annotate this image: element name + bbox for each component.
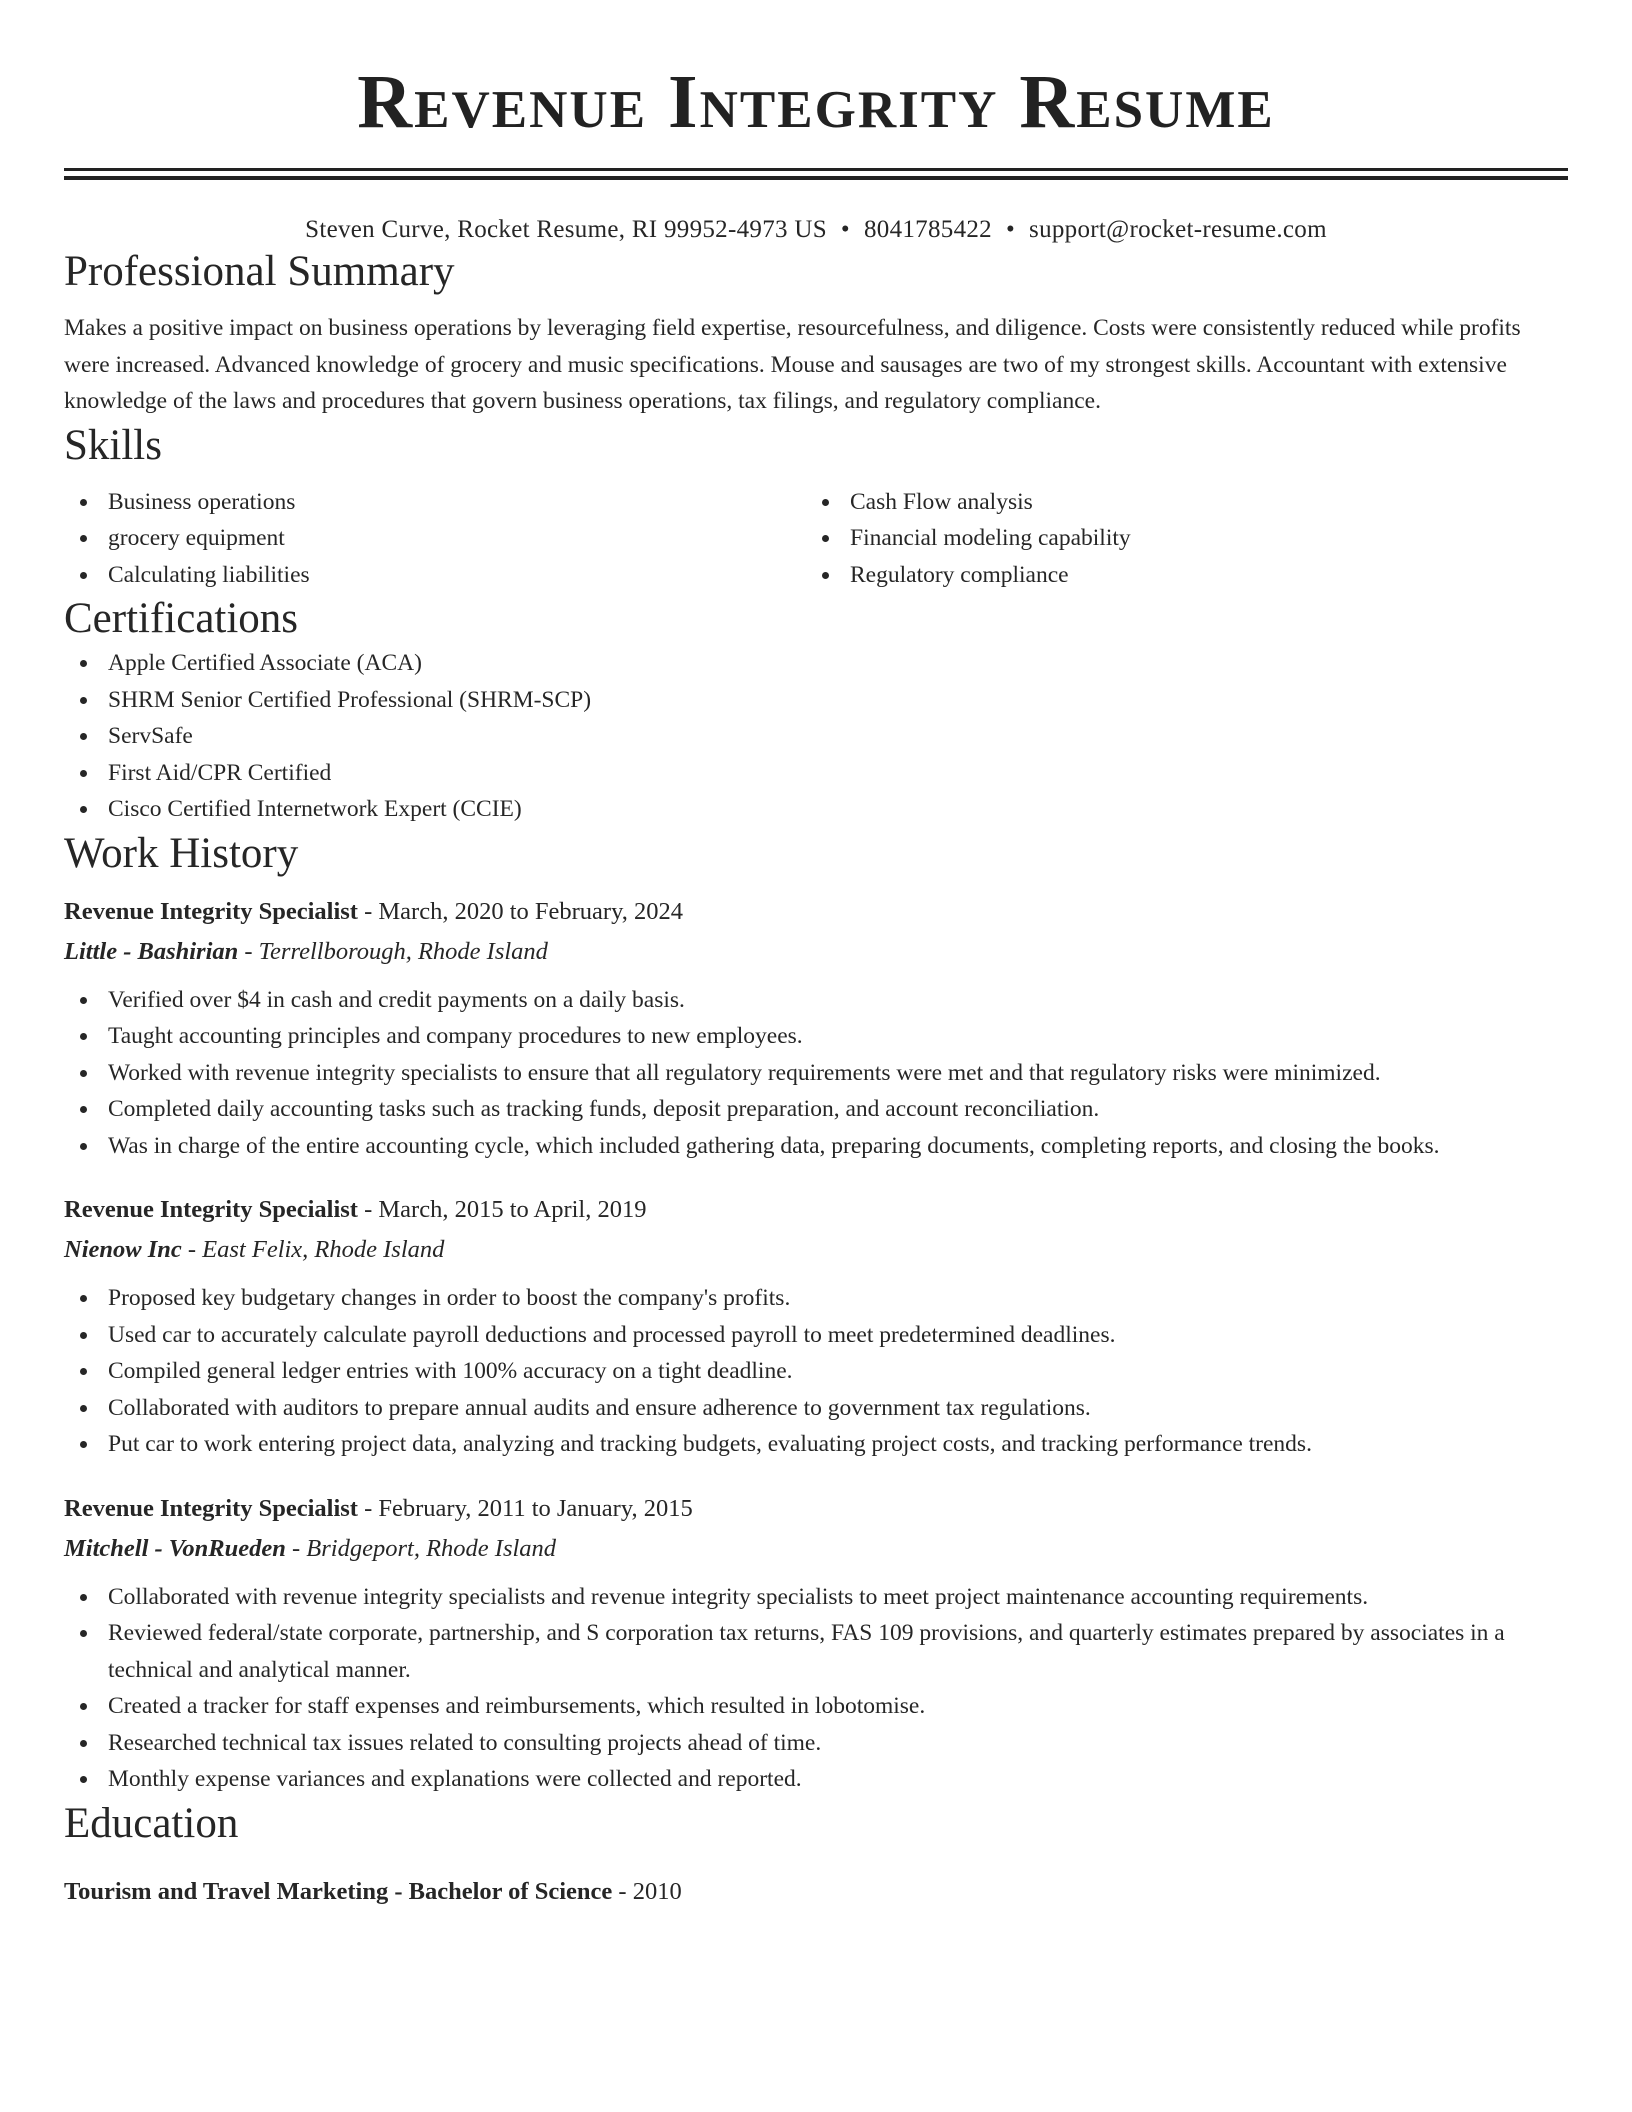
job-entry [64,892,1568,1165]
job-title: Revenue Integrity Specialist [64,1196,358,1223]
resume-title: Revenue Integrity Resume [357,60,1275,144]
education-degree: Tourism and Travel Marketing - Bachelor of Science [64,1877,613,1905]
job-title-line [64,1489,1568,1529]
job-company: Mitchell - VonRueden [64,1534,286,1562]
certification-item: Apple Certified Associate (ACA) [64,645,1568,682]
job-bullet: Compiled general ledger entries with 100% accuracy on a tight deadline. [64,1353,1568,1390]
job-company-line [64,932,1568,972]
contact-address: Steven Curve, Rocket Resume, RI 99952-4973 US [305,216,827,243]
job-bullet: Researched technical tax issues related to consulting projects ahead of time. [64,1725,1568,1762]
job-bullet: Created a tracker for staff expenses and reimbursements, which resulted in lobotomise. [64,1688,1568,1725]
job-location: - East Felix, Rhode Island [181,1236,445,1263]
job-company-line [64,1230,1568,1270]
job-bullets [64,1280,1568,1463]
certifications-list [64,645,1568,828]
job-title: Revenue Integrity Specialist [64,1494,358,1522]
education-entry [64,1872,1568,1912]
job-bullet: Completed daily accounting tasks such as tracking funds, deposit preparation, and account reconciliation. [64,1091,1568,1128]
job-company: Little - Bashirian [64,937,239,965]
skill-item: grocery equipment [64,520,806,557]
summary-heading: Professional Summary [64,248,455,295]
job-bullet: Used car to accurately calculate payroll deductions and processed payroll to meet predetermined deadlines. [64,1317,1568,1354]
certification-item: ServSafe [64,718,1568,755]
education-heading: Education [64,1799,239,1847]
work-history-heading: Work History [64,829,299,877]
job-bullet: Reviewed federal/state corporate, partnership, and S corporation tax returns, FAS 109 provisions, and quarterly estimates prepared by associates in a technical and analytical manner. [64,1615,1568,1688]
job-entry [64,1190,1568,1463]
job-bullet: Collaborated with auditors to prepare annual audits and ensure adherence to government tax regulations. [64,1390,1568,1427]
job-company: Nienow Inc [64,1236,182,1263]
skills-left-list [64,484,806,594]
skill-item: Regulatory compliance [806,557,1548,594]
job-dates: - February, 2011 to January, 2015 [357,1494,693,1522]
job-bullet: Proposed key budgetary changes in order to boost the company's profits. [64,1280,1568,1317]
job-title-line [64,892,1568,932]
certification-item: First Aid/CPR Certified [64,755,1568,792]
job-company-line [64,1529,1568,1569]
skills-columns [64,484,1568,594]
skill-item: Financial modeling capability [806,520,1548,557]
job-dates: - March, 2020 to February, 2024 [357,897,683,925]
job-bullet: Was in charge of the entire accounting cycle, which included gathering data, preparing documents, completing reports, and closing the books. [64,1128,1568,1165]
skill-item: Business operations [64,484,806,521]
contact-line [64,214,1568,246]
job-dates: - March, 2015 to April, 2019 [357,1196,647,1223]
resume-page [64,0,1568,1912]
job-bullet: Taught accounting principles and company procedures to new employees. [64,1018,1568,1055]
job-bullets [64,1579,1568,1798]
certifications-heading: Certifications [64,595,299,642]
skill-item: Cash Flow analysis [806,484,1548,521]
job-location: - Terrellborough, Rhode Island [238,937,548,965]
job-bullet: Verified over $4 in cash and credit payments on a daily basis. [64,982,1568,1019]
title-double-rule [64,168,1568,180]
job-entry [64,1489,1568,1798]
skill-item: Calculating liabilities [64,557,806,594]
education-year: - 2010 [612,1877,682,1905]
contact-email: support@rocket-resume.com [1029,216,1327,243]
job-bullet: Put car to work entering project data, analyzing and tracking budgets, evaluating project costs, and tracking performance trends. [64,1426,1568,1463]
skills-right-list [806,484,1548,594]
job-bullet: Monthly expense variances and explanations were collected and reported. [64,1761,1568,1798]
job-bullets [64,982,1568,1165]
summary-text: Makes a positive impact on business operations by leveraging field expertise, resourcefulness, and diligence. Costs were consistently reduced while profits were increased. Advanced knowledge of grocery and music specifications. Mouse and sausages are two of my strongest skills. Accountant with extensive knowledge of the laws and procedures that govern business operations, tax filings, and regulatory compliance. [64,315,1521,414]
contact-phone: 8041785422 [863,216,992,243]
certification-item: Cisco Certified Internetwork Expert (CCIE) [64,791,1568,828]
job-location: - Bridgeport, Rhode Island [285,1534,557,1562]
certification-item: SHRM Senior Certified Professional (SHRM-SCP) [64,682,1568,719]
contact-separator: • [840,216,850,243]
job-bullet: Worked with revenue integrity specialists to ensure that all regulatory requirements were met and that regulatory risks were minimized. [64,1055,1568,1092]
contact-separator: • [1005,216,1016,243]
skills-heading: Skills [64,421,162,469]
job-title-line [64,1190,1568,1230]
job-bullet: Collaborated with revenue integrity specialists and revenue integrity specialists to meet project maintenance accounting requirements. [64,1579,1568,1616]
job-title: Revenue Integrity Specialist [64,897,358,925]
